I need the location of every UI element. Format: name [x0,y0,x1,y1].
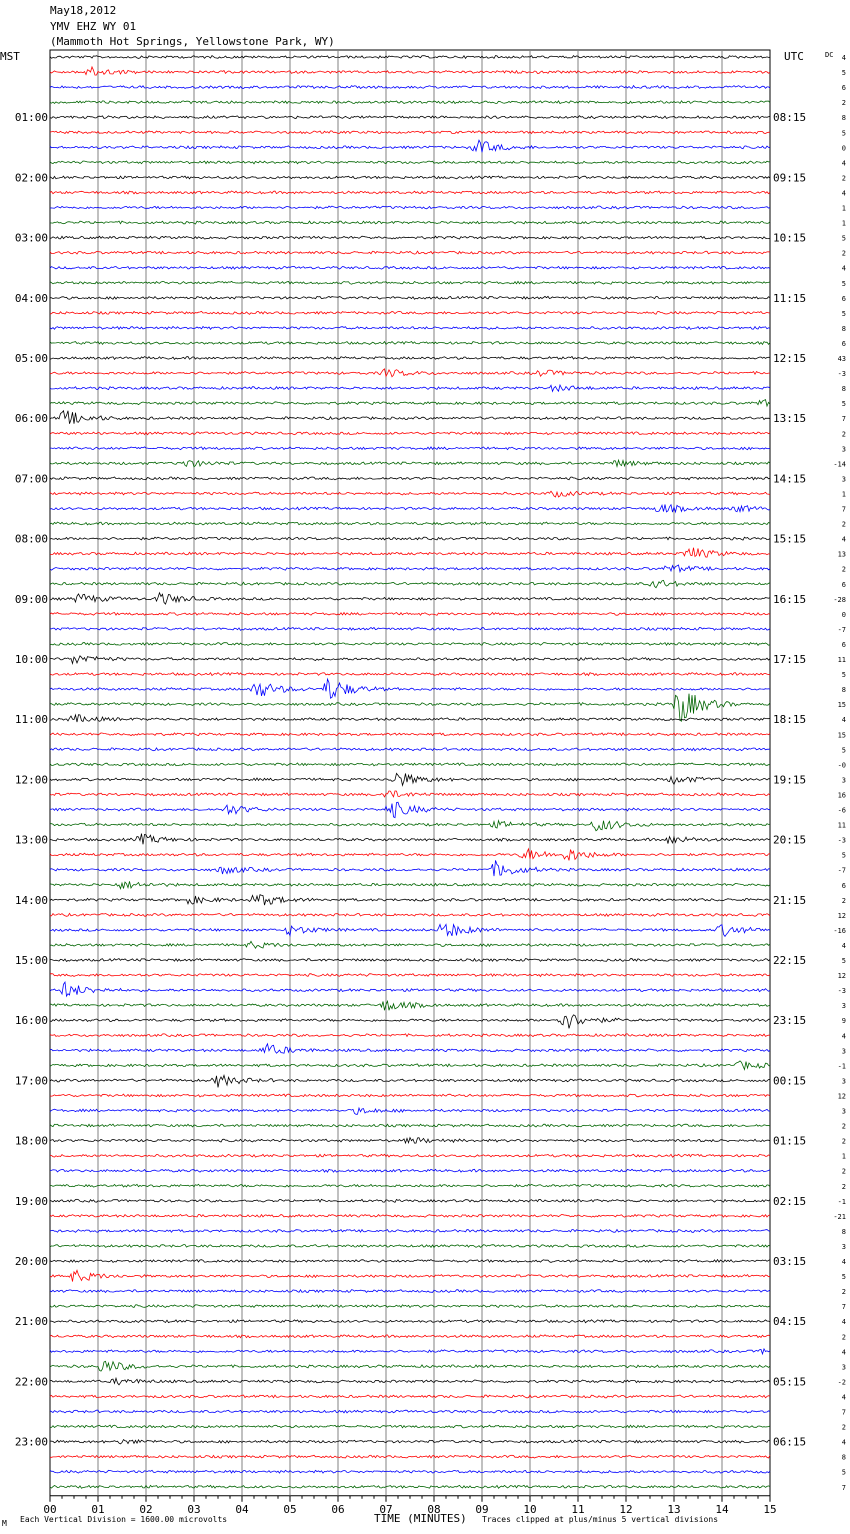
seismic-trace [50,974,770,977]
x-tick-label: 14 [715,1502,729,1516]
x-tick-label: 04 [235,1502,249,1516]
dc-offset-label: 11 [837,821,846,830]
utc-hour-label: 19:15 [773,773,807,787]
seismic-trace [50,748,770,751]
dc-offset-label: 4 [841,716,846,725]
dc-offset-label: -1 [837,1197,846,1206]
dc-offset-label: 4 [841,941,846,950]
dc-offset-label: -7 [837,625,846,634]
utc-hour-label: 20:15 [773,833,807,847]
dc-offset-label: 4 [841,189,846,198]
seismic-trace [50,593,770,604]
seismic-trace [50,1485,770,1488]
dc-offset-label: 2 [841,1122,846,1131]
dc-offset-label: 7 [841,505,846,514]
dc-offset-label: -21 [833,1212,846,1221]
seismic-trace [50,251,770,254]
seismic-trace [50,715,770,722]
dc-offset-label: -6 [837,806,846,815]
seismic-trace [50,1470,770,1473]
dc-offset-label: 5 [841,1468,846,1477]
dc-offset-label: 7 [841,415,846,424]
x-tick-label: 05 [283,1502,297,1516]
seismic-trace [50,191,770,194]
mst-hour-label: 21:00 [14,1315,48,1329]
dc-offset-label: 4 [841,535,846,544]
seismic-trace [50,477,770,480]
seismic-trace [50,161,770,164]
seismic-trace [50,548,770,558]
seismic-trace [50,1154,770,1157]
dc-offset-label: 1 [841,490,846,499]
dc-offset-label: 2 [841,565,846,574]
utc-hour-label: 13:15 [773,412,807,426]
dc-offset-label: -16 [833,926,846,935]
dc-offset-label: 15 [837,701,846,710]
seismic-trace [50,522,770,525]
dc-offset-label: 8 [841,1453,846,1462]
dc-offset-label: 4 [841,1393,846,1402]
seismic-trace [50,236,770,239]
utc-hour-label: 04:15 [773,1315,807,1329]
seismic-trace [50,849,770,861]
x-tick-label: 02 [139,1502,153,1516]
seismic-trace [50,369,770,377]
seismic-trace [50,56,770,59]
dc-offset-label: 3 [841,1047,846,1056]
utc-hour-label: 01:15 [773,1134,807,1148]
dc-offset-label: 2 [841,99,846,108]
trace-series [50,56,770,1489]
mst-hour-label: 20:00 [14,1255,48,1268]
dc-offset-label: -14 [833,460,846,469]
station-id: YMV EHZ WY 01 [50,20,137,33]
seismic-trace [50,791,770,797]
mst-hour-label: 17:00 [14,1074,48,1088]
dc-offset-label: 3 [841,1242,846,1251]
seismic-trace [50,565,770,572]
dc-offset-label: 6 [841,84,846,93]
dc-offset-label: 5 [841,400,846,409]
utc-hour-label: 06:15 [773,1435,807,1449]
dc-offset-label: 3 [841,445,846,454]
mst-hour-label: 19:00 [14,1194,48,1208]
dc-offset-label: 4 [841,54,846,62]
x-tick-label: 08 [427,1502,441,1516]
mst-hour-label: 07:00 [14,472,48,486]
dc-offset-label: -3 [837,370,846,379]
dc-offset-label: 3 [841,1077,846,1086]
seismic-trace [50,67,770,75]
utc-hour-label: 23:15 [773,1014,807,1028]
utc-hour-label: 02:15 [773,1194,807,1208]
dc-offset-label: 8 [841,686,846,695]
seismic-trace [50,311,770,314]
x-tick-label: 09 [475,1502,489,1516]
utc-hour-label: 11:15 [773,291,807,305]
utc-hour-label: 16:15 [773,592,807,606]
dc-offset-label: 6 [841,580,846,589]
x-tick-label: 06 [331,1502,345,1516]
seismic-trace [50,296,770,299]
seismic-trace [50,821,770,831]
seismic-trace [50,86,770,89]
mst-hour-label: 22:00 [14,1375,48,1389]
dc-offset-label: 3 [841,1363,846,1372]
dc-offset-label: 2 [841,1167,846,1176]
seismic-trace [50,1245,770,1248]
seismic-trace [50,628,770,631]
seismic-trace [50,679,770,698]
dc-offset-label: 4 [841,1318,846,1327]
seismic-trace [50,1335,770,1338]
mst-hour-label: 05:00 [14,352,48,365]
seismic-trace [50,1199,770,1202]
seismic-trace [50,1378,770,1385]
mst-hour-label: 18:00 [14,1134,48,1148]
dc-offset-label: 3 [841,1107,846,1116]
utc-hour-label: 05:15 [773,1375,807,1389]
seismic-trace [50,505,770,513]
seismic-trace [50,281,770,284]
mst-hour-label: 15:00 [14,954,48,967]
utc-hour-label: 00:15 [773,1074,807,1088]
utc-axis-label: UTC [784,50,804,63]
dc-offset-label: 2 [841,430,846,439]
seismic-trace [50,1044,770,1053]
dc-offset-label: -3 [837,836,846,845]
x-tick-label: 15 [763,1502,777,1516]
seismic-trace [50,1410,770,1413]
dc-offset-label: 5 [841,746,846,755]
seismic-trace [50,385,770,391]
seismic-trace [50,881,770,888]
dc-offset-label: 2 [841,1137,846,1146]
seismic-trace [50,1075,770,1087]
dc-offset-label: 7 [841,1483,846,1492]
seismic-trace [50,1361,770,1371]
seismic-trace [50,1094,770,1097]
utc-hour-label: 18:15 [773,713,807,727]
mst-hour-label: 23:00 [14,1435,48,1449]
seismic-trace [50,656,770,664]
dc-offset-label: 13 [837,550,846,559]
utc-hour-label: 08:15 [773,111,807,125]
utc-hour-label: 17:15 [773,653,807,666]
seismic-trace [50,447,770,450]
mst-hour-label: 13:00 [14,833,48,847]
dc-offset-label: 12 [837,911,846,920]
dc-offset-label: 7 [841,1408,846,1417]
x-tick-label: 03 [187,1502,201,1516]
x-axis-title: TIME (MINUTES) [374,1512,467,1525]
utc-hour-label: 10:15 [773,231,807,245]
seismic-trace [50,673,770,676]
dc-offset-label: 4 [841,159,846,168]
dc-offset-label: 4 [841,1348,846,1357]
seismic-trace [50,206,770,209]
dc-offset-label: 4 [841,1258,846,1266]
seismic-trace [50,773,770,785]
seismic-trace [50,1305,770,1308]
axis-labels [15,54,846,1516]
dc-offset-label: 6 [841,881,846,890]
dc-offset-label: 2 [841,1333,846,1342]
scale-note: Each Vertical Division = 1600.00 microvolts [20,1515,228,1524]
dc-offset-label: -3 [837,987,846,996]
seismic-trace [50,176,770,179]
seismic-trace [50,694,770,722]
mst-hour-label: 16:00 [14,1014,48,1028]
dc-offset-label: 1 [841,204,846,213]
seismic-trace [50,1001,770,1010]
dc-offset-label: 2 [841,174,846,183]
seismic-trace [50,140,770,152]
x-tick-label: 01 [91,1502,105,1516]
seismic-trace [50,1184,770,1187]
seismic-trace [50,537,770,540]
seismic-trace [50,1215,770,1218]
mst-hour-label: 14:00 [14,893,48,907]
dc-offset-label: 1 [841,1152,846,1161]
seismic-trace [50,1270,770,1281]
clip-note: Traces clipped at plus/minus 5 vertical divisions [482,1515,719,1524]
mst-hour-label: 04:00 [14,291,48,305]
dc-offset-label: 3 [841,475,846,484]
dc-offset-label: 6 [841,339,846,348]
dc-offset-label: 5 [841,279,846,288]
seismic-trace [50,1395,770,1398]
dc-offset-label: 16 [837,791,846,800]
dc-offset-label: 8 [841,324,846,333]
dc-offset-label: 5 [841,671,846,680]
seismic-trace [50,1440,770,1444]
seismic-trace [50,342,770,345]
seismic-trace [50,580,770,587]
dc-offset-label: 2 [841,1423,846,1432]
seismic-trace [50,116,770,119]
dc-offset-label: 8 [841,1227,846,1236]
dc-offset-label: 1 [841,219,846,228]
dc-offset-label: -1 [837,1062,846,1071]
seismic-trace [50,924,770,936]
seismic-trace [50,733,770,736]
dc-offset-label: 2 [841,520,846,529]
dc-offset-label: 43 [837,355,846,363]
dc-offset-label: 6 [841,294,846,303]
x-tick-label: 00 [43,1502,57,1516]
station-location: (Mammoth Hot Springs, Yellowstone Park, WY) [50,35,335,48]
seismic-trace [50,1015,770,1029]
seismic-trace [50,1260,770,1263]
dc-offset-label: 2 [841,1288,846,1297]
seismic-trace [50,1108,770,1114]
dc-offset-label: 2 [841,249,846,258]
mst-hour-label: 03:00 [14,231,48,245]
dc-offset-label: 5 [841,69,846,78]
seismic-trace [50,1349,770,1354]
seismic-trace [50,357,770,360]
seismic-trace [50,411,770,424]
dc-offset-label: 4 [841,1032,846,1041]
mst-hour-label: 08:00 [14,532,48,546]
utc-hour-label: 15:15 [773,532,807,546]
seismic-trace [50,1425,770,1428]
seismic-trace [50,982,770,996]
x-tick-label: 07 [379,1502,393,1516]
mst-hour-label: 09:00 [14,592,48,606]
dc-offset-label: 9 [841,1017,846,1026]
utc-hour-label: 21:15 [773,893,807,907]
seismic-trace [50,643,770,646]
seismic-trace [50,1290,770,1293]
seismic-trace [50,266,770,269]
x-tick-label: 11 [571,1502,585,1516]
corner-mark: M [2,1519,7,1528]
x-tick-label: 13 [667,1502,681,1516]
dc-offset-label: 4 [841,264,846,273]
mst-hour-label: 06:00 [14,412,48,426]
mst-axis-label: MST [0,50,20,63]
dc-offset-label: 5 [841,851,846,860]
utc-hour-label: 14:15 [773,472,807,486]
dc-offset-label: -7 [837,866,846,875]
utc-hour-label: 09:15 [773,171,807,185]
seismic-trace [50,834,770,845]
seismic-trace [50,131,770,134]
dc-offset-label: 11 [837,656,846,664]
seismic-trace [50,1230,770,1233]
dc-offset-label: 8 [841,385,846,394]
seismic-trace [50,1034,770,1037]
dc-offset-label: 8 [841,114,846,123]
seismic-trace [50,1455,770,1458]
dc-offset-label: 2 [841,896,846,905]
mst-hour-label: 02:00 [14,171,48,185]
dc-offset-label: 12 [837,972,846,981]
dc-offset-label: 5 [841,1273,846,1282]
seismic-trace [50,101,770,104]
seismic-trace [50,491,770,497]
dc-offset-label: 6 [841,640,846,649]
seismic-trace [50,895,770,905]
mst-hour-label: 11:00 [14,713,48,727]
x-tick-label: 10 [523,1502,537,1516]
dc-offset-label: 12 [837,1092,846,1101]
dc-offset-label: 5 [841,129,846,138]
seismic-trace [50,460,770,467]
seismic-trace [50,1061,770,1070]
dc-offset-label: 2 [841,1182,846,1191]
dc-offset-label: 4 [841,1438,846,1447]
dc-offset-label: 0 [841,144,846,153]
dc-offset-label: 0 [841,610,846,619]
dc-offset-label: 3 [841,1002,846,1011]
seismic-trace [50,1169,770,1172]
utc-hour-label: 03:15 [773,1255,807,1268]
seismic-trace [50,802,770,817]
utc-hour-label: 12:15 [773,352,807,365]
seismic-trace [50,400,770,407]
mst-hour-label: 12:00 [14,773,48,787]
seismic-trace [50,959,770,962]
dc-offset-label: 3 [841,776,846,785]
seismic-trace [50,1138,770,1144]
plot-date: May18,2012 [50,4,117,17]
seismic-trace [50,860,770,876]
seismic-trace [50,913,770,916]
dc-offset-label: 5 [841,957,846,965]
utc-hour-label: 22:15 [773,954,807,967]
seismic-trace [50,1124,770,1127]
seismic-trace [50,327,770,330]
dc-offset-label: -2 [837,1378,846,1387]
dc-offset-label: 5 [841,309,846,318]
seismic-trace [50,221,770,224]
dc-offset-label: 5 [841,234,846,243]
dc-offset-label: -28 [833,595,846,604]
seismic-trace [50,941,770,948]
dc-offset-label: 7 [841,1303,846,1312]
x-tick-label: 12 [619,1502,633,1516]
mst-hour-label: 10:00 [14,653,48,666]
seismic-trace [50,613,770,616]
dc-offset-label: 15 [837,731,846,740]
seismic-trace [50,432,770,435]
dc-offset-label: -0 [837,761,846,770]
seismic-trace [50,763,770,766]
seismic-trace [50,1320,770,1323]
mst-hour-label: 01:00 [14,111,48,125]
dc-column-label: DC [825,51,834,59]
